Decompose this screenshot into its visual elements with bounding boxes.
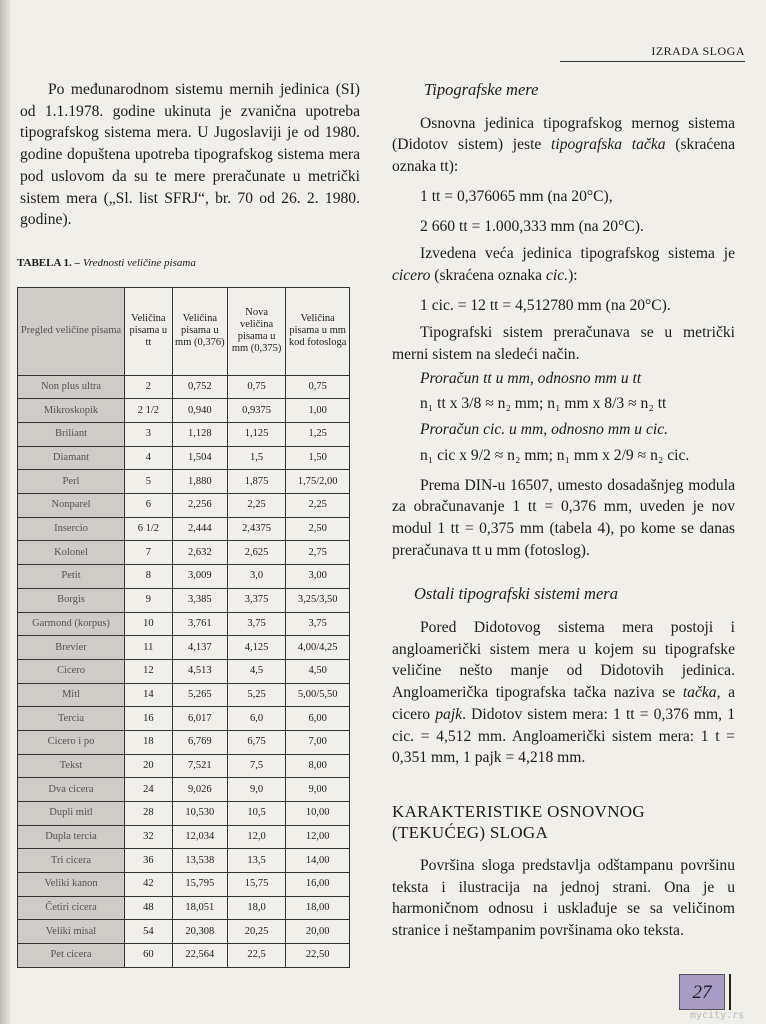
paragraph-didot	[392, 113, 735, 178]
table-cell: 7,5	[227, 754, 285, 778]
section-heading-basic-type: KARAKTERISTIKE OSNOVNOG (TEKUĆEG) SLOGA	[392, 801, 645, 842]
crop-mark	[729, 974, 731, 1010]
table-cell: Borgis	[18, 588, 125, 612]
table-cell: 10	[125, 612, 173, 636]
table-header-row	[18, 287, 350, 375]
table-cell: 6	[125, 494, 173, 518]
table-header-cell: Veličina pisama u tt	[125, 287, 173, 375]
term-pajk: pajk	[435, 705, 463, 723]
paragraph-cicero	[392, 243, 735, 286]
table-cell: Brevier	[18, 636, 125, 660]
table-cell: 1,504	[172, 446, 227, 470]
running-head: IZRADA SLOGA	[560, 44, 745, 62]
table-cell: Petit	[18, 565, 125, 589]
table-cell: 3,385	[172, 588, 227, 612]
table-cell: 2,632	[172, 541, 227, 565]
term-cic: cic.	[545, 266, 569, 284]
table-cell: 22,564	[172, 944, 227, 968]
table-cell: 18,00	[286, 896, 350, 920]
table-cell: 14	[125, 683, 173, 707]
table-cell: 11	[125, 636, 173, 660]
table-cell: 36	[125, 849, 173, 873]
table-cell: 22,5	[227, 944, 285, 968]
table-cell: 9,0	[227, 778, 285, 802]
table-cell: Mitl	[18, 683, 125, 707]
table-cell: Tekst	[18, 754, 125, 778]
table-row	[18, 494, 350, 518]
table-cell: Cicero i po	[18, 730, 125, 754]
table-cell: 10,00	[286, 802, 350, 826]
table-cell: 7,00	[286, 730, 350, 754]
table-row	[18, 399, 350, 423]
table-cell: 2,75	[286, 541, 350, 565]
table-cell: 2,50	[286, 517, 350, 541]
table-cell: 20	[125, 754, 173, 778]
table-cell: 9,00	[286, 778, 350, 802]
table-cell: 2	[125, 375, 173, 399]
table-cell: 5,00/5,50	[286, 683, 350, 707]
table-cell: 12,0	[227, 825, 285, 849]
table-header-cell: Veličina pisama u mm kod fotosloga	[286, 287, 350, 375]
table-cell: 4,125	[227, 636, 285, 660]
table-row	[18, 659, 350, 683]
table-cell: 3,375	[227, 588, 285, 612]
table-row	[18, 588, 350, 612]
table-row	[18, 375, 350, 399]
table-cell: Insercio	[18, 517, 125, 541]
table-cell: 3,25/3,50	[286, 588, 350, 612]
table-row	[18, 612, 350, 636]
table-row	[18, 541, 350, 565]
table-row	[18, 873, 350, 897]
equation: 1 tt = 0,376065 mm (na 20°C),	[420, 187, 613, 205]
table-cell: 20,308	[172, 920, 227, 944]
table-cell: 1,875	[227, 470, 285, 494]
table-row	[18, 896, 350, 920]
table-cell: Veliki misal	[18, 920, 125, 944]
table-cell: Mikroskopik	[18, 399, 125, 423]
equation: 2 660 tt = 1.000,333 mm (na 20°C).	[420, 217, 644, 235]
table-cell: 60	[125, 944, 173, 968]
table-cell: 4,137	[172, 636, 227, 660]
table-cell: 12	[125, 659, 173, 683]
table-body	[18, 375, 350, 967]
section-heading-typographic-measures: Tipografske mere	[424, 80, 539, 99]
table-cell: 24	[125, 778, 173, 802]
table-cell: 4,00/4,25	[286, 636, 350, 660]
intro-paragraph: Po međunarodnom sistemu mernih jedinica (SI) od 1.1.1978. godine ukinuta je zvanična upotreba tipografskog sistema mera. U Jugoslaviji je od 1980. godine dopuštena upotreba tipografskog sistema mera pod uslovom da su te mere preračunate u metrički sistem mera („Sl. list SFRJ“, br. 70 od 26. 2. 1980. godine).	[20, 81, 360, 229]
table-cell: Perl	[18, 470, 125, 494]
table-cell: 3,0	[227, 565, 285, 589]
table-cell: 6 1/2	[125, 517, 173, 541]
table-cell: 0,752	[172, 375, 227, 399]
table-cell: 28	[125, 802, 173, 826]
table-cell: 4,50	[286, 659, 350, 683]
table-cell: 2,25	[286, 494, 350, 518]
table-cell: Pet cicera	[18, 944, 125, 968]
text: ):	[568, 266, 578, 284]
table-cell: 6,017	[172, 707, 227, 731]
table-cell: 1,25	[286, 423, 350, 447]
table-cell: Nonparel	[18, 494, 125, 518]
table-row	[18, 423, 350, 447]
table-cell: 1,75/2,00	[286, 470, 350, 494]
table-cell: 13,538	[172, 849, 227, 873]
table-cell: 2,444	[172, 517, 227, 541]
table-cell: 2 1/2	[125, 399, 173, 423]
table-row	[18, 446, 350, 470]
table-cell: 8,00	[286, 754, 350, 778]
table-cell: 1,00	[286, 399, 350, 423]
table-cell: 22,50	[286, 944, 350, 968]
table-header-cell: Veličina pisama u mm (0,376)	[172, 287, 227, 375]
table-cell: 2,25	[227, 494, 285, 518]
table-cell: 3,75	[227, 612, 285, 636]
table-row	[18, 517, 350, 541]
table-cell: 4,5	[227, 659, 285, 683]
table-caption-title: Vrednosti veličine pisama	[82, 256, 196, 269]
table-cell: 3,761	[172, 612, 227, 636]
text: (skraćena oznaka tt):	[392, 136, 735, 176]
table-cell: 4,513	[172, 659, 227, 683]
table-row	[18, 636, 350, 660]
term-tacka: tačka	[682, 684, 717, 702]
table-cell: 1,880	[172, 470, 227, 494]
table-row	[18, 683, 350, 707]
table-cell: Veliki kanon	[18, 873, 125, 897]
table-cell: 5	[125, 470, 173, 494]
table-cell: 1,50	[286, 446, 350, 470]
table-cell: 10,5	[227, 802, 285, 826]
text: Pored Didotovog sistema mera postoji i angloamerički sistem mera u kojem su tipografske veličine nešto manje od Didotovih jedinica. Angloamerička tipografska tačka naziva se	[392, 619, 735, 702]
table-header-cell: Pregled veličine pisama	[18, 287, 125, 375]
table-cell: 1,5	[227, 446, 285, 470]
calc-title: Proračun tt u mm, odnosno mm u tt	[420, 369, 642, 387]
table-row	[18, 778, 350, 802]
table-cell: 1,128	[172, 423, 227, 447]
table-cell: 13,5	[227, 849, 285, 873]
equation: 1 cic. = 12 tt = 4,512780 mm (na 20°C).	[420, 296, 671, 314]
table-cell: 5,265	[172, 683, 227, 707]
paragraph-type-area: Površina sloga predstavlja odštampanu površinu teksta i ilustracija na jednoj strani. Ona je u harmoničnom odnosu i usklađuje se sa veličinom stranice i neštampanim površinama oko teksta.	[392, 856, 735, 940]
table-header-cell: Nova veličina pisama u mm (0,375)	[227, 287, 285, 375]
table-row	[18, 707, 350, 731]
table-caption-label: TABELA 1. –	[17, 256, 81, 269]
table-cell: 16,00	[286, 873, 350, 897]
table-cell: Cicero	[18, 659, 125, 683]
table-cell: 2,625	[227, 541, 285, 565]
section-heading-other-systems: Ostali tipografski sistemi mera	[414, 584, 618, 604]
table-cell: 18,051	[172, 896, 227, 920]
table-cell: 12,00	[286, 825, 350, 849]
table-cell: 5,25	[227, 683, 285, 707]
text: Osnovna jedinica tipografskog mernog sistema (Didotov sistem) jeste	[392, 114, 735, 154]
table-cell: 2,4375	[227, 517, 285, 541]
term-typographic-point: tipografska tačka	[551, 136, 666, 154]
table-cell: 48	[125, 896, 173, 920]
table-cell: Četiri cicera	[18, 896, 125, 920]
text: , a cicero	[392, 684, 736, 723]
paragraph-din: Prema DIN-u 16507, umesto dosadašnjeg modula za obračunavanje 1 tt = 0,376 mm, uveden je nov modul 1 tt = 0,375 mm (tabela 4), po kome se danas preračunava tt u mm (fotoslog).	[392, 476, 735, 559]
table-cell: 6,769	[172, 730, 227, 754]
calc-title: Proračun cic. u mm, odnosno mm u cic.	[420, 421, 669, 439]
table-cell: 9	[125, 588, 173, 612]
term-cicero: cicero	[392, 266, 431, 284]
table-cell: Dva cicera	[18, 778, 125, 802]
table-cell: 7,521	[172, 754, 227, 778]
table-cell: 0,75	[227, 375, 285, 399]
table-cell: 12,034	[172, 825, 227, 849]
table-row	[18, 825, 350, 849]
table-cell: 20,25	[227, 920, 285, 944]
paragraph-anglo-american	[392, 617, 735, 769]
table-cell: 0,75	[286, 375, 350, 399]
table-cell: 15,795	[172, 873, 227, 897]
table-row	[18, 802, 350, 826]
table-cell: 18	[125, 730, 173, 754]
table-cell: 3,009	[172, 565, 227, 589]
table-cell: Dupla tercia	[18, 825, 125, 849]
table-cell: 0,940	[172, 399, 227, 423]
watermark: mycity.rs	[690, 1010, 745, 1021]
table-cell: 14,00	[286, 849, 350, 873]
paragraph-conversion: Tipografski sistem preračunava se u metrički merni sistem na sledeći način.	[392, 324, 735, 364]
right-column	[392, 79, 735, 942]
table-cell: 15,75	[227, 873, 285, 897]
table-cell: 4	[125, 446, 173, 470]
table-cell: Briliant	[18, 423, 125, 447]
table-row	[18, 849, 350, 873]
table-cell: 1,125	[227, 423, 285, 447]
table-cell: 16	[125, 707, 173, 731]
table-cell: 54	[125, 920, 173, 944]
formula: n₁ tt x 3/8 ≈ n₂ mm; n₁ mm x 8/3 ≈ n₂ tt	[420, 395, 667, 413]
table-cell: 2,256	[172, 494, 227, 518]
table-cell: 0,9375	[227, 399, 285, 423]
text: (skraćena oznaka	[430, 266, 546, 284]
table-caption	[17, 253, 360, 275]
table-cell: 6,0	[227, 707, 285, 731]
formula: n₁ cic x 9/2 ≈ n₂ mm; n₁ mm x 2/9 ≈ n₂ cic.	[420, 446, 690, 464]
font-size-table	[17, 287, 350, 968]
table-cell: 20,00	[286, 920, 350, 944]
table-cell: 10,530	[172, 802, 227, 826]
table-cell: Non plus ultra	[18, 375, 125, 399]
table-cell: Kolonel	[18, 541, 125, 565]
table-cell: 3,00	[286, 565, 350, 589]
text: . Didotov sistem mera: 1 tt = 0,376 mm, 1 cic. = 4,512 mm. Angloamerički sistem mera: 1 t = 0,351 mm, 1 pajk = 4,218 mm.	[392, 705, 736, 767]
text: Izvedena veća jedinica tipografskog sistema je	[420, 245, 735, 263]
table-cell: 3	[125, 423, 173, 447]
table-row	[18, 754, 350, 778]
table-cell: Tri cicera	[18, 849, 125, 873]
table-cell: 8	[125, 565, 173, 589]
table-cell: 6,75	[227, 730, 285, 754]
table-cell: Dupli mitl	[18, 802, 125, 826]
table-cell: Garmond (korpus)	[18, 612, 125, 636]
table-row	[18, 565, 350, 589]
table-cell: 7	[125, 541, 173, 565]
table-row	[18, 944, 350, 968]
page-number: 27	[679, 974, 725, 1010]
table-row	[18, 470, 350, 494]
table-row	[18, 730, 350, 754]
table-cell: 18,0	[227, 896, 285, 920]
table-cell: 3,75	[286, 612, 350, 636]
table-cell: 6,00	[286, 707, 350, 731]
scan-gutter-shadow	[0, 0, 10, 1024]
table-cell: Tercia	[18, 707, 125, 731]
table-row	[18, 920, 350, 944]
table-cell: 9,026	[172, 778, 227, 802]
table-cell: 42	[125, 873, 173, 897]
table-cell: 32	[125, 825, 173, 849]
left-column	[17, 79, 360, 968]
table-cell: Diamant	[18, 446, 125, 470]
